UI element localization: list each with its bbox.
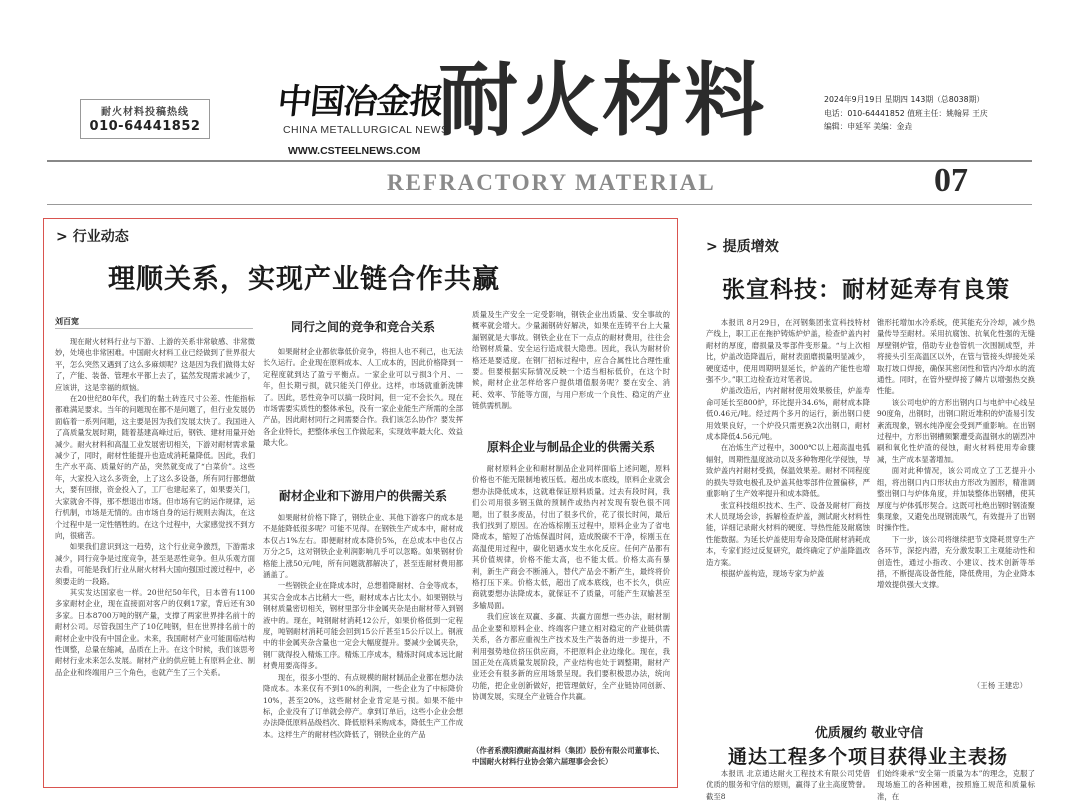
submission-hotline-box: [80, 99, 210, 139]
subsection-kicker: 优质履约 敬业守信: [814, 726, 924, 741]
issue-editor-line: 编辑：申延军 美编：金垚: [824, 122, 913, 131]
author-note: （作者系濮阳濮耐高温材料（集团）股份有限公司董事长、中国耐火材料行业协会第六届理事会会长）: [472, 746, 665, 767]
article-column-2b: 如果耐材价格下降了，钢铁企业、其他下游客户的成本是不是能降低很多呢？可能不见得。在钢铁生产成本中，耐材成本仅占1%左右。即便耐材成本降价5%，在总成本中也仅占万分之5，这对钢铁企业利润影响几乎可以忽略。如果钢材价格能上涨50元/吨，所有问题就都解决了，甚至连耐材费用都涵盖了。 一些钢铁企业在降成本时，总想着降耐材、合金等成本，其实合金成本占比稍大一些，耐材成本占比太小。如果钢铁与钢材质量密切相关，钢材里部分非金属夹杂是由耐材带入到钢液中的。现在，吨钢耐材消耗12公斤，如果价格低到一定程度，吨钢耐材消耗可能会回到15公斤甚至15公斤以上。钢液中的非金属夹杂含量也一定会大幅度提升。要减少金属夹杂，钢厂就得投入精炼工序。精炼工序成本，精炼时间成本远比耐材费用要高得多。 现在，很多小型的、有点规模的耐材制品企业都在想办法降成本。本来仅有不到10%的利润，一些企业为了中标降价10%，甚至20%，这些耐材企业肯定是亏损。如果不能中标，企业没有了订单就会停产。拿到订单后，这些小企业会想办法降低原料品级档次、降低原料采购成本，降低生产工作成本。这样生产的耐材档次降低了，钢铁企业的产品: [263, 513, 463, 739]
article-column-3a: 质量及生产安全一定受影响，钢铁企业出质量、安全事故的概率就会增大。少量漏钢砖好解决，如果在连铸平台上大量漏钢就是大事故。钢铁企业在下一点点的耐材费用，往往会给钢材质量、安全运行造成很大隐患。因此，我认为耐材价格还是要适度。在钢厂招标过程中，应合合属性比合理性重要。但要根据实际情况反映一个适当相标低价，在这个时候，耐材企业怎样给客户提供增值服务呢？要在安全、消耗、效率、节能等方面，与用户形成一个良性、稳定的产业链供需机制。: [472, 310, 670, 411]
hotline-number: 010-64441852: [89, 119, 201, 134]
section-label-efficiency: > 提质增效: [706, 239, 779, 255]
page-number: 07: [934, 162, 968, 199]
subheading-raw-material: 原料企业与制品企业的供需关系: [486, 440, 655, 454]
second-headline: 通达工程多个项目获得业主表扬: [728, 746, 1009, 768]
right-headline: 张宣科技：耐材延寿有良策: [722, 276, 1010, 303]
article-byline: 刘百宽: [55, 317, 79, 326]
right-column-1: 本报讯 8月29日，在河钢集团张宣科技特材产线上，职工正在拖护铸炼炉炉盖，检查炉盖内衬耐材的厚度，磨损量及零部件变形量。“与上次相比，炉盖改造降温后，耐材表面磨损量明显减少，硬度适中，使用周期明显延长，炉盖的产能性也增强不少。”职工边检查边对笔者说。 炉盖改造后，内衬耐材使用效果极佳，炉盖寿命可延长至800炉，环比提升34.6%，耐材成本降低0.46元/吨。经过两个多月的运行，新出钢口使用效果良好，一个炉役只需更换2次出钢口，耐材成本降低4.56元/吨。 在冶炼生产过程中，3000℃以上超高温电弧辐射，周期性温度波动以及多种物理化学侵蚀，导致炉盖内衬耐材受损，保温效果差。耐材不同程度的损失导致电极孔及炉盖其他零部件位置偏移，严重影响了生产效率提升和成本降低。 张宣科技组织技术、生产、设备及耐材厂商技术人员现场会诊，拆解检查炉盖，测试耐火材料性能，详细记录耐火材料的硬度、导热性能及耐腐蚀性能数据。为延长炉盖使用寿命及降低耐材消耗成本，专家们经过反复研究，最终确定了炉盖降温改造方案。 根据炉盖构造，现场专家为炉盖: [706, 318, 870, 578]
newspaper-logo: 中国冶金报: [275, 82, 445, 122]
masthead-rule: [47, 160, 1032, 162]
newspaper-logo-english: CHINA METALLURGICAL NEWS: [283, 124, 449, 136]
newspaper-url: WWW.CSTEELNEWS.COM: [288, 145, 421, 157]
issue-contact-line: 电话：010-64441852 值班主任：姚翰昇 王庆: [824, 108, 988, 118]
article-headline: 理顺关系，实现产业链合作共赢: [108, 264, 500, 295]
byline-rule: [55, 328, 253, 329]
right-column-2: 锥形托增加水冷系统，使其能充分冷却，减少热量传导至耐材。采用抗腐蚀、抗氧化性强的无缝厚壁钢炉管，借助专业卷管机一次围制成型，并将接头引至高温区以外，在管与管接头焊接处采取打坡口焊接，确保其密闭性和管内冷却水的流通性。同时，在管外壁焊接了鳞片以增强热交换性能。 该公司电炉的方形出钢内口与电炉中心线呈90度角，出钢时，出钢口附近堆积的炉渣易引发紊流现象，钢水纯净度会受到严重影响。在出钢过程中，方形出钢槽频繁遭受高温钢水的剧烈冲刷和氧化性炉渣的侵蚀，耐火材料使用寿命骤减，生产成本显著增加。 面对此种情况，该公司成立了工艺提升小组，将出钢口内口形状由方形改为圆形，精准调整出钢口与炉体角度，并加装整体出钢槽，使其厚度与炉体弧形契合。这既可杜绝出钢时钢渣聚集现象，又避免出现钢流吸气，有效提升了出钢时操作性。 下一步，该公司将继续把节支降耗贯穿生产各环节，深挖内潜，充分激发职工主观能动性和创造性，通过小指改、小建议、技术创新等举措，不断提高设备性能，降低费用，为企业降本增效提供强大支撑。: [877, 318, 1035, 590]
masthead-bottom-rule: [47, 204, 1032, 205]
hotline-label: 耐火材料投稿热线: [101, 107, 189, 118]
issue-date-line: 2024年9月19日 星期四 143期（总8038期）: [824, 95, 985, 104]
arrow-icon: >: [56, 229, 68, 245]
article-column-3b: 耐材原料企业和耐材制品企业同样面临上述问题，原料价格也不能无限制地被压低。超出成本底线，原料企业就会想办法降低成本，这就难保证原料质量。过去有段时间，我们公司用很多钢玉做的预制件或热内衬发现有裂色很不同题，出了很多废品，付出了很多代价，花了很长时间，最后我们找到了原因。在冶炼棕刚玉过程中，原料企业为了省电降成本，缩短了冶炼保温时间，造成脱碳不干净，棕刚玉在高温使用过程中，碳化铝遇水发生水化反应。任何产品都有其价值规律，价格不能太高，也不能太低。价格太高有暴利，新生产商会不断涌入，替代产品会不断产生，最终将价格打压下来。价格太低，超出了成本底线，也不长久，供应商就要想办法降成本，就保证不了质量，可能产生双输甚至多输局面。 我们应该在双赢、多赢、共赢方面想一些办法，耐材制品企业要和原料企业、终端客户建立相对稳定的产业链供需关系，各方都应重视生产技术及生产装备的进一步提升，不利用强势地位挤压供应商，不把原料企业边缘化。现在，我国正处在高质量发展阶段，产业结构也处于调整期，耐材产业还会有很多新的应用场景呈现。我们要积极思办法，统向功能，把企业创新做好，把管理做好，全产业链协同创新、协调发展，实现全产业链合作共赢。: [472, 464, 670, 702]
page-section-title: 耐火材料: [438, 53, 766, 147]
article-column-2a: 如果耐材企业都依靠低价竞争，将担人也不利己，也无法长久运行。企业现在原料成本、人工成本的，因此价格降到一定程度就到达了盈亏平衡点。一家企业可以亏损3个月、一年，但长期亏损，就只能关门停业。这样，市场就重新洗牌了。因此，恶性竞争可以搞一段时间，但一定不会长久。现在市场需要实质性的整体承包，没有一家企业能生产所需的全部产品，因此耐材同行之间需要合作。我们该怎么协作？要发挥各企业特长，把整体承包工作做起来，实现效率最大化、效益最大化。: [263, 347, 463, 448]
issue-info: [824, 93, 1054, 134]
second-article-column-1: 本报讯 北京通达耐火工程技术有限公司凭借优质的服务和守信的原则，赢得了业主高度赞誉。截至8: [706, 769, 870, 801]
article-column-1: 现在耐火材料行业与下游、上游的关系非常敏感、非常微妙，处境也非常困难。中国耐火材料工业已经做到了世界很大平，怎么突然又遇到了这么多麻烦呢？这是因为我们做得太好了，产能、装备、管理水平都上去了，猛然发现需求减少了，应该讲，这是幸福的烦恼。 在20世纪80年代，我们的黏土砖连尺寸公差、性能指标都难满足要求。当年的问题现在都不是问题了，但行业发展仍面临着一系列问题，这主要是因为我们发展太快了。我国进入了高质量发展时期，随着基建高峰过后，钢铁、建材用量开始减少。耐火材料和高温工业发展密切相关，下游对耐材需求量减少了，同时，耐材性能提升也造成消耗量降低。因此，我们生产水平高、质量好的产品，突然就变成了“白菜价”。这些年，大家投入这么多资金，上了这么多设备，所有同行都想做大，要有回报，资金投入了，工厂也建起来了，如果要关门，大家就舍不得，那不想退出市场。但市场有它的运作规律，运行机制，市场是无情的。由市场自身的运行规则去淘汰，在这个过程中是一定性牺牲的。在这个过程中，大家感觉找不到方向，很痛苦。 如果我们意识到这一趋势，这个行业竞争激烈，下游需求减少，同行竞争是过度竞争，甚至是恶性竞争。但从乐观方面去看，可能是我们行业从耐火材料大国向强国过渡过程中，必须要走的一段路。 其实发达国家也一样。20世纪50年代，日本曾有1100多家耐材企业，现在直接面对客户的仅剩17家，背后还有30多家。日本8700万吨的钢产量，支撑了两家世界排名前十的耐材公司。尽管我国生产了10亿吨钢，但在世界排名前十的耐材企业中没有中国企业。未来，我国耐材产业可能面临结构性调整，总量在缩减，品质在上升。在这个时候，我们该思考耐材行业未来怎么发展。耐材产业的供应链上有原料企业、制品企业和终端用户三个角色，也就产生了三个关系。: [55, 337, 255, 677]
right-article-signature: （王杨 王建忠）: [972, 681, 1027, 690]
english-section-title: REFRACTORY MATERIAL: [387, 170, 716, 195]
section-label-industry: > 行业动态: [56, 229, 129, 245]
second-article-column-2: 们始终秉承“安全第一质量为本”的理念，克服了现场施工的各种困难，按照施工规范和质量标准，在: [877, 769, 1035, 801]
subheading-competition: 同行之间的竞争和竞合关系: [290, 320, 435, 334]
subheading-supply-demand: 耐材企业和下游用户的供需关系: [278, 489, 447, 503]
arrow-icon: >: [706, 239, 718, 255]
